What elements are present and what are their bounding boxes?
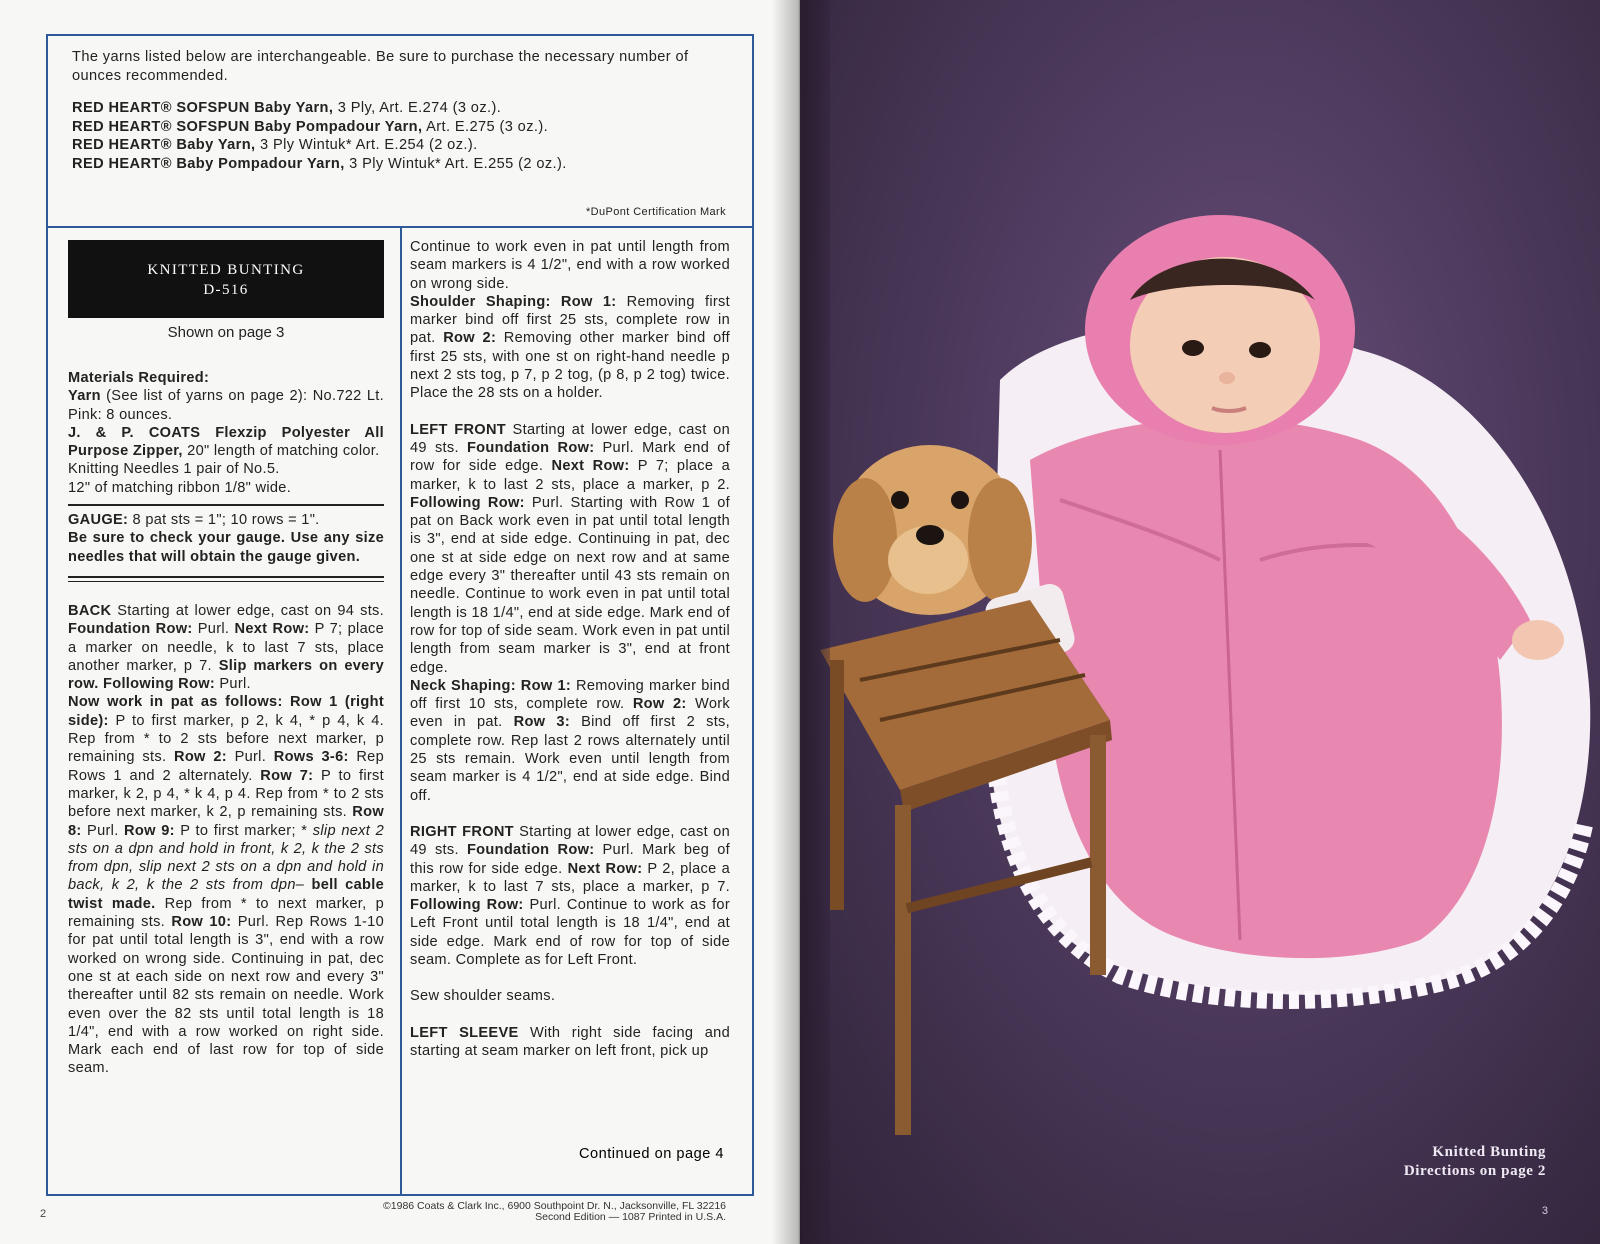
continued-note: Continued on page 4 bbox=[578, 1146, 724, 1162]
right-page bbox=[800, 0, 1600, 1244]
materials-section: Materials Required: Yarn (See list of yarns on page 2): No.722 Lt. Pink: 8 ounces. J. & P. COATS Flexzip Polyester All Purpose Zipper, 20" length of matching color. Knitting Needles 1 pair of No.5. 12" of matching ribbon 1/8" wide. bbox=[68, 370, 384, 496]
pattern-code: D-516 bbox=[203, 282, 249, 298]
back-section: BACK Starting at lower edge, cast on 94 sts. Foundation Row: Purl. Next Row: P 7; place a marker on needle, k to last 7 sts, place another marker, p 7. Slip markers on every row. Following Row: Purl. bbox=[68, 602, 384, 693]
baby-bunting-photo bbox=[800, 0, 1600, 1244]
left-front-section: LEFT FRONT Starting at lower edge, cast on 49 sts. Foundation Row: Purl. Mark end of row for side edge. Next Row: P 7; place a marker, k to last 2 sts, place a marker, p 2. Following Row: Purl. Starting with Row 1 of pat on Back work even in pat until total length is 3", end at side edge. Continuing in pat, dec one st at side edge on next row and at same edge every 3" thereafter until 43 sts remain on needle. Continue to work even in pat until total length is 18 1/4", end at side edge. Mark end of row for top of side seam. Work even in pat until length from seam marker is 3", end at front edge. Neck Shaping: Row 1: Removing marker bind off first 10 sts, complete row. Row 2: Work even in pat. Row 3: Bind off first 2 sts, complete row. Rep last 2 rows alternately until 25 sts remain. Work even until length from seam marker is 4 1/2", end at side edge. Bind off. bbox=[410, 421, 731, 804]
pattern-frame bbox=[46, 34, 754, 1196]
dupont-note: *DuPont Certification Mark bbox=[585, 206, 726, 218]
book-gutter bbox=[772, 0, 830, 1244]
column-divider bbox=[400, 228, 402, 1194]
left-sleeve-section: LEFT SLEEVE With right side facing and starting at seam marker on left front, pick up bbox=[410, 1024, 730, 1059]
divider bbox=[68, 504, 384, 506]
double-divider bbox=[68, 576, 384, 582]
copyright: ©1986 Coats & Clark Inc., 6900 Southpoint Dr. N., Jacksonville, FL 32216 Second Edition — 1087 Printed in U.S.A. bbox=[383, 1200, 726, 1223]
photo-caption: Knitted Bunting Directions on page 2 bbox=[1403, 1144, 1546, 1179]
right-front-section: RIGHT FRONT Starting at lower edge, cast on 49 sts. Foundation Row: Purl. Mark beg of this row for side edge. Next Row: P 2, place a marker, k to last 7 sts, place a marker, p 7. Following Row: Purl. Continue to work as for Left Front until total length is 18 1/4", end at side edge. Mark end of row for top of side seam. Complete as for Left Front. bbox=[410, 823, 731, 968]
pattern-title: KNITTED BUNTING bbox=[147, 262, 305, 278]
shown-on-note: Shown on page 3 bbox=[167, 324, 285, 341]
gauge-section: GAUGE: 8 pat sts = 1"; 10 rows = 1". Be sure to check your gauge. Use any size needles that will obtain the gauge given. bbox=[68, 512, 384, 565]
sew-note: Sew shoulder seams. bbox=[410, 988, 556, 1005]
page-number-right: 3 bbox=[1541, 1205, 1548, 1217]
shoulder-section: Continue to work even in pat until length from seam markers is 4 1/2", end with a row worked on wrong side. Shoulder Shaping: Row 1: Removing first marker bind off first 25 sts, complete row in pat. Row 2: Removing other marker bind off first 25 sts, with one st on right-hand needle p next 2 sts tog, p 7, p 2 tog, (p 8, p 2 tog) twice. Place the 28 sts on a holder. bbox=[410, 239, 731, 402]
yarn-line: RED HEART® Baby Yarn, 3 Ply Wintuk* Art. E.254 (2 oz.). bbox=[72, 137, 478, 153]
pattern-title-block bbox=[68, 240, 384, 318]
yarn-line: RED HEART® SOFSPUN Baby Pompadour Yarn, Art. E.275 (3 oz.). bbox=[72, 118, 549, 135]
right-column bbox=[410, 238, 730, 1060]
yarn-line: RED HEART® Baby Pompadour Yarn, 3 Ply Wintuk* Art. E.255 (2 oz.). bbox=[72, 155, 567, 172]
yarn-list-box bbox=[48, 36, 752, 228]
yarn-intro: The yarns listed below are interchangeable. Be sure to purchase the necessary number of ounces recommended. bbox=[72, 49, 689, 84]
yarn-line: RED HEART® SOFSPUN Baby Yarn, 3 Ply, Art. E.274 (3 oz.). bbox=[72, 100, 502, 116]
page-number-left: 2 bbox=[40, 1208, 47, 1220]
left-column bbox=[68, 240, 384, 1078]
pattern-rows: Now work in pat as follows: Row 1 (right side): P to first marker, p 2, k 4, * p 4, k 4. Rep from * to 2 sts before next marker, p remaining sts. Row 2: Purl. Rows 3-6: Rep Rows 1 and 2 alternately. Row 7: P to first marker, k 2, p 4, * k 4, p 4. Rep from * to 2 sts before next marker, k 2, p remaining sts. Row 8: Purl. Row 9: P to first marker; * slip next 2 sts on a dpn and hold in front, k 2, k the 2 sts from dpn, slip next 2 sts on a dpn and hold in back, k 2, k the 2 sts from dpn– bell cable twist made. Rep from * to next marker, p remaining sts. Row 10: Purl. Rep Rows 1-10 for pat until total length is 3", end with a row worked on wrong side. Continuing in pat, dec one st at each side on next row and every 3" thereafter until 82 sts remain on needle. Work even over the 82 sts until total length is 18 1/4", end with a row worked on right side. Mark each end of last row for top of side seam. bbox=[68, 694, 385, 1077]
